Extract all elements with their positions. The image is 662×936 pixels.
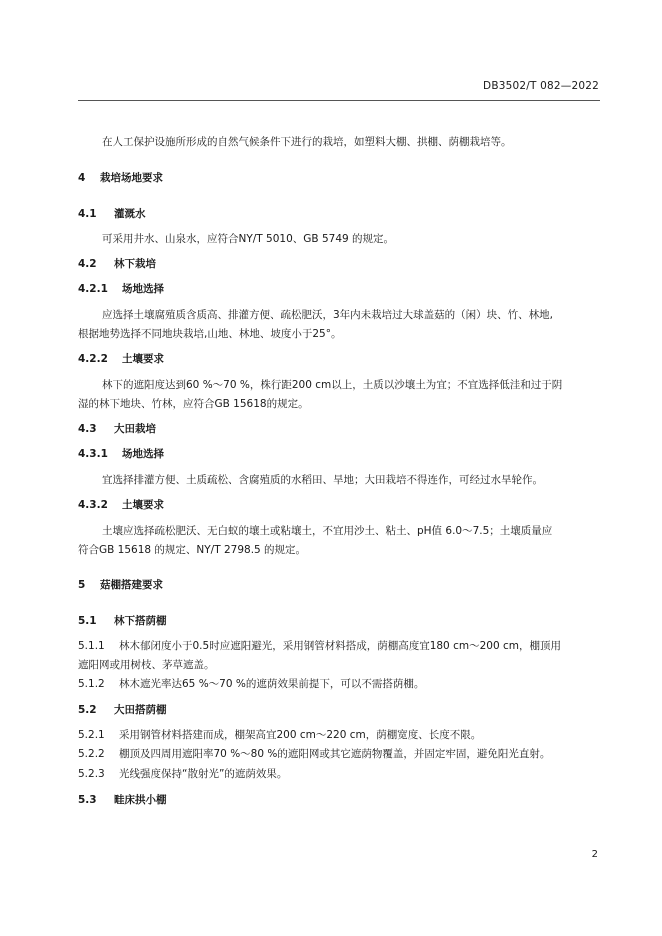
section-5-3-heading <box>78 793 167 807</box>
intro-paragraph: 在人工保护设施所形成的自然气候条件下进行的栽培，如塑料大棚、拱棚、荫棚栽培等。 <box>102 136 512 148</box>
section-number: 4.3.2 <box>78 499 108 511</box>
section-title: 场地选择 <box>122 448 164 460</box>
clause-text: 光线强度保持“散射光”的遮荫效果。 <box>119 768 288 780</box>
section-number: 4.2.1 <box>78 283 108 295</box>
section-number: 5.2 <box>78 704 97 716</box>
section-5-1-2 <box>78 677 424 691</box>
section-4-3-2-text-line2: 符合GB 15618 的规定、NY/T 2798.5 的规定。 <box>78 544 307 556</box>
section-4-3-heading <box>78 422 156 436</box>
section-4-3-2-text-line1: 土壤应选择疏松肥沃、无白蚁的壤土或粘壤土，不宜用沙土、粘土、pH值 6.0～7.5；土壤质量应 <box>102 525 553 537</box>
clause-number: 5.1.1 <box>78 640 105 652</box>
section-4-3-2-heading <box>78 498 164 512</box>
section-title: 土壤要求 <box>122 499 164 511</box>
document-code: DB3502/T 082—2022 <box>483 80 599 92</box>
section-title: 菇棚搭建要求 <box>100 579 163 591</box>
section-4-3-1-heading <box>78 447 164 461</box>
clause-text: 棚顶及四周用遮阳率70 %～80 %的遮阳网或其它遮荫物覆盖，并固定牢固，避免阳光直射。 <box>119 748 551 760</box>
clause-number: 5.2.1 <box>78 729 105 741</box>
section-4-heading <box>78 171 163 185</box>
clause-text: 采用钢管材料搭建而成，棚架高宜200 cm～220 cm，荫棚宽度、长度不限。 <box>119 729 482 741</box>
clause-number: 5.2.2 <box>78 748 105 760</box>
clause-text: 林木遮光率达65 %～70 %的遮荫效果前提下，可以不需搭荫棚。 <box>119 678 425 690</box>
section-number: 4.2 <box>78 258 97 270</box>
section-4-3-1-text: 宜选择排灌方便、土质疏松、含腐殖质的水稻田、旱地；大田栽培不得连作，可经过水旱轮作。 <box>102 474 543 486</box>
section-number: 4.1 <box>78 208 97 220</box>
section-number: 5 <box>78 579 86 591</box>
section-number: 4.3 <box>78 423 97 435</box>
clause-text: 林木郁闭度小于0.5时应遮阳避光，采用钢管材料搭成，荫棚高度宜180 cm～200 cm，棚顶用 <box>119 640 561 652</box>
section-4-2-heading <box>78 257 156 271</box>
section-4-1-text: 可采用井水、山泉水，应符合NY/T 5010、GB 5749 的规定。 <box>102 233 395 245</box>
page-number: 2 <box>591 849 598 860</box>
section-4-2-2-text-line1: 林下的遮阳度达到60 %～70 %，株行距200 cm以上，土质以沙壤土为宜；不宜选择低洼和过于阴 <box>102 379 563 391</box>
clause-number: 5.2.3 <box>78 768 105 780</box>
section-title: 土壤要求 <box>122 353 164 365</box>
section-5-heading <box>78 578 163 592</box>
section-title: 大田栽培 <box>114 423 156 435</box>
section-number: 5.1 <box>78 615 97 627</box>
section-title: 林下搭荫棚 <box>114 615 167 627</box>
section-5-1-1-line1 <box>78 639 561 653</box>
section-4-2-2-heading <box>78 352 164 366</box>
section-4-2-2-text-line2: 湿的林下地块、竹林，应符合GB 15618的规定。 <box>78 398 309 410</box>
section-5-2-heading <box>78 703 167 717</box>
section-number: 4.3.1 <box>78 448 108 460</box>
header-rule <box>78 100 600 101</box>
section-5-2-1 <box>78 728 481 742</box>
section-5-2-2 <box>78 747 550 761</box>
section-4-2-1-heading <box>78 282 164 296</box>
section-number: 5.3 <box>78 794 97 806</box>
section-title: 畦床拱小棚 <box>114 794 167 806</box>
section-number: 4.2.2 <box>78 353 108 365</box>
section-5-2-3 <box>78 767 287 781</box>
clause-number: 5.1.2 <box>78 678 105 690</box>
section-5-1-1-line2: 遮阳网或用树枝、茅草遮盖。 <box>78 659 215 671</box>
section-title: 栽培场地要求 <box>100 172 163 184</box>
section-title: 林下栽培 <box>114 258 156 270</box>
section-title: 大田搭荫棚 <box>114 704 167 716</box>
section-number: 4 <box>78 172 86 184</box>
section-4-1-heading <box>78 207 146 221</box>
section-4-2-1-text-line2: 根据地势选择不同地块栽培,山地、林地、坡度小于25°。 <box>78 328 342 340</box>
section-title: 场地选择 <box>122 283 164 295</box>
section-title: 灌溉水 <box>114 208 146 220</box>
section-5-1-heading <box>78 614 167 628</box>
section-4-2-1-text-line1: 应选择土壤腐殖质含质高、排灌方便、疏松肥沃，3年内未栽培过大球盖菇的（闲）块、竹、林地, <box>102 309 554 321</box>
